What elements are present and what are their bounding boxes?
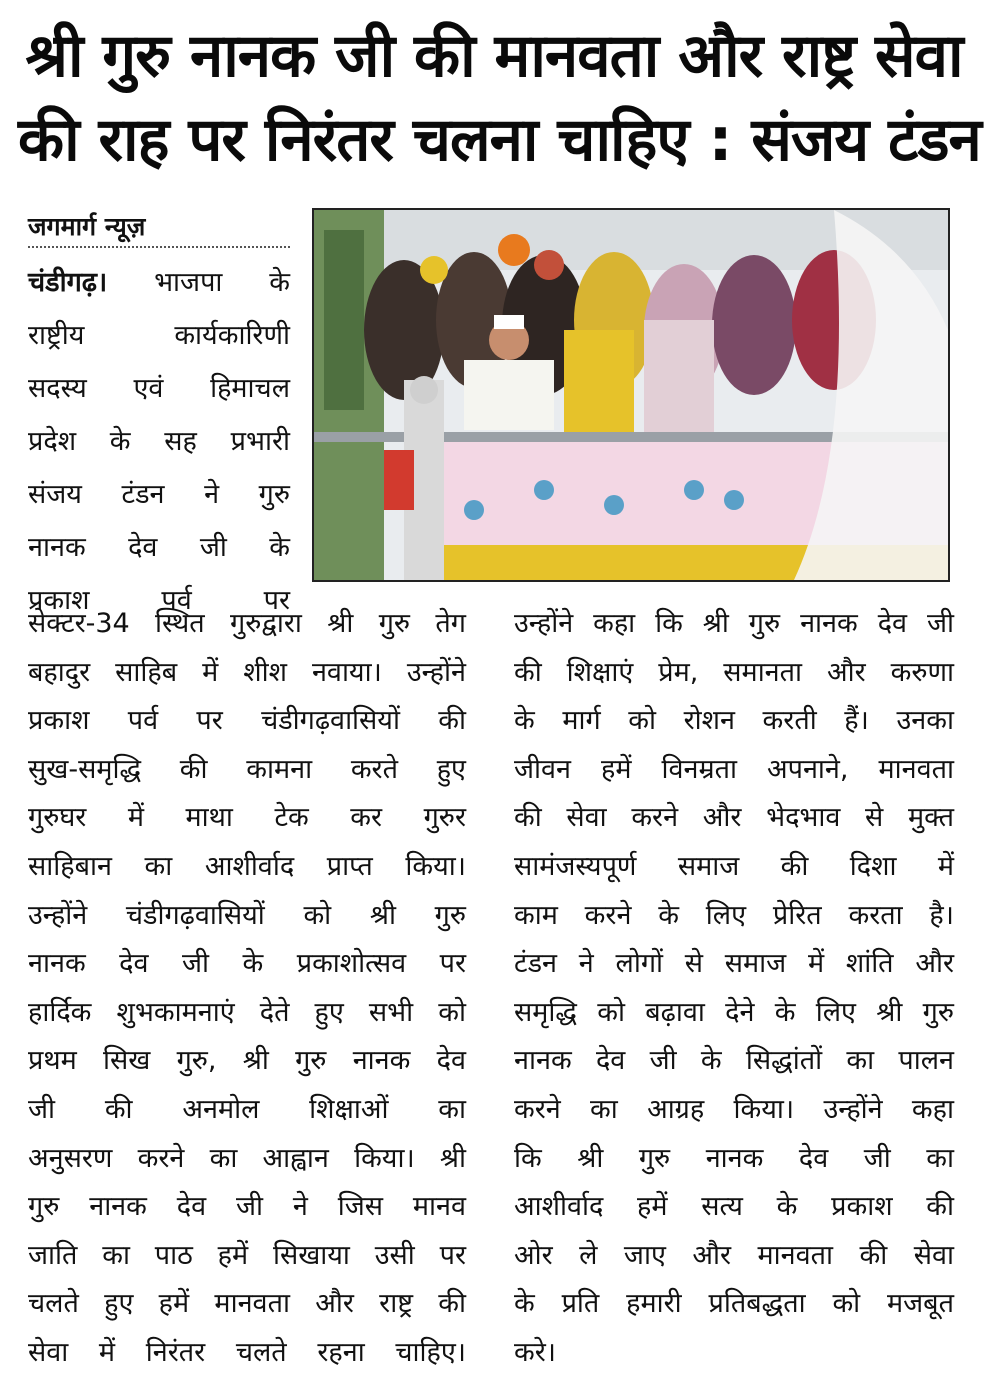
lead-line: चंडीगढ़। भाजपा के (28, 267, 290, 298)
column-1-line: प्रकाश पर्व पर चंडीगढ़वासियों की (28, 705, 466, 737)
gurdwara-photo-illustration (314, 210, 948, 580)
column-1-line: चलते हुए हमें मानवता और राष्ट्र की (28, 1288, 466, 1320)
column-2-line: करे। (514, 1336, 557, 1368)
column-2-line: के मार्ग को रोशन करती हैं। उनका (514, 705, 954, 737)
column-1-line: जी की अनमोल शिक्षाओं का (28, 1093, 466, 1125)
column-2-line: नानक देव जी के सिद्धांतों का पालन (514, 1045, 954, 1077)
column-1-line: नानक देव जी के प्रकाशोत्सव पर (28, 948, 466, 980)
lead-line: संजय टंडन ने गुरु (28, 479, 290, 510)
lead-line: सदस्य एवं हिमाचल (28, 373, 290, 404)
byline: जगमार्ग न्यूज़ (28, 210, 290, 248)
column-2-line: कि श्री गुरु नानक देव जी का (514, 1142, 954, 1174)
column-2-line: सामंजस्यपूर्ण समाज की दिशा में (514, 850, 954, 882)
headline-line-1: श्री गुरु नानक जी की मानवता और राष्ट्र सेवा (25, 21, 963, 91)
article-column-2 (514, 600, 954, 1378)
lead-line: राष्ट्रीय कार्यकारिणी (28, 320, 290, 351)
lead-line: प्रदेश के सह प्रभारी (28, 426, 290, 457)
dateline-place: चंडीगढ़। (28, 267, 108, 298)
column-1-line: हार्दिक शुभकामनाएं देते हुए सभी को (28, 996, 466, 1028)
headline (18, 14, 981, 182)
column-1-line: जाति का पाठ हमें सिखाया उसी पर (28, 1239, 466, 1271)
column-2-line: की सेवा करने और भेदभाव से मुक्त (514, 802, 954, 834)
column-2-line: टंडन ने लोगों से समाज में शांति और (514, 948, 954, 980)
column-1-line: गुरु नानक देव जी ने जिस मानव (28, 1191, 466, 1223)
column-2-line: जीवन हमें विनम्रता अपनाने, मानवता (514, 753, 954, 785)
lead-line: नानक देव जी के (28, 532, 290, 563)
column-1-line: सुख-समृद्धि की कामना करते हुए (28, 753, 466, 785)
column-1-line: साहिबान का आशीर्वाद प्राप्त किया। (28, 850, 466, 882)
headline-line-2: की राह पर निरंतर चलना चाहिए : संजय टंडन (18, 105, 981, 175)
column-2-line: करने का आग्रह किया। उन्होंने कहा (514, 1093, 954, 1125)
column-1-line: सेक्टर-34 स्थित गुरुद्वारा श्री गुरु तेग (28, 608, 466, 639)
lead-paragraph (28, 256, 290, 627)
column-1-line: उन्होंने चंडीगढ़वासियों को श्री गुरु (28, 899, 466, 931)
news-photo (312, 208, 950, 582)
column-2-line: की शिक्षाएं प्रेम, समानता और करुणा (514, 656, 954, 688)
column-1-line: गुरुघर में माथा टेक कर गुरुर (28, 802, 466, 834)
column-2-line: उन्होंने कहा कि श्री गुरु नानक देव जी (514, 608, 954, 639)
column-1-line: अनुसरण करने का आह्वान किया। श्री (28, 1142, 466, 1174)
column-1-line: बहादुर साहिब में शीश नवाया। उन्होंने (28, 656, 466, 688)
column-1-line: प्रथम सिख गुरु, श्री गुरु नानक देव (28, 1045, 466, 1077)
lead-line: प्रकाश पर्व पर (28, 585, 290, 616)
column-2-line: ओर ले जाए और मानवता की सेवा (514, 1239, 954, 1271)
column-2-line: के प्रति हमारी प्रतिबद्धता को मजबूत (514, 1288, 954, 1320)
column-2-line: काम करने के लिए प्रेरित करता है। (514, 899, 954, 931)
column-2-line: समृद्धि को बढ़ावा देने के लिए श्री गुरु (514, 996, 954, 1028)
article-column-1 (28, 600, 466, 1378)
column-2-line: आशीर्वाद हमें सत्य के प्रकाश की (514, 1191, 954, 1223)
column-1-line: सेवा में निरंतर चलते रहना चाहिए। (28, 1336, 466, 1368)
